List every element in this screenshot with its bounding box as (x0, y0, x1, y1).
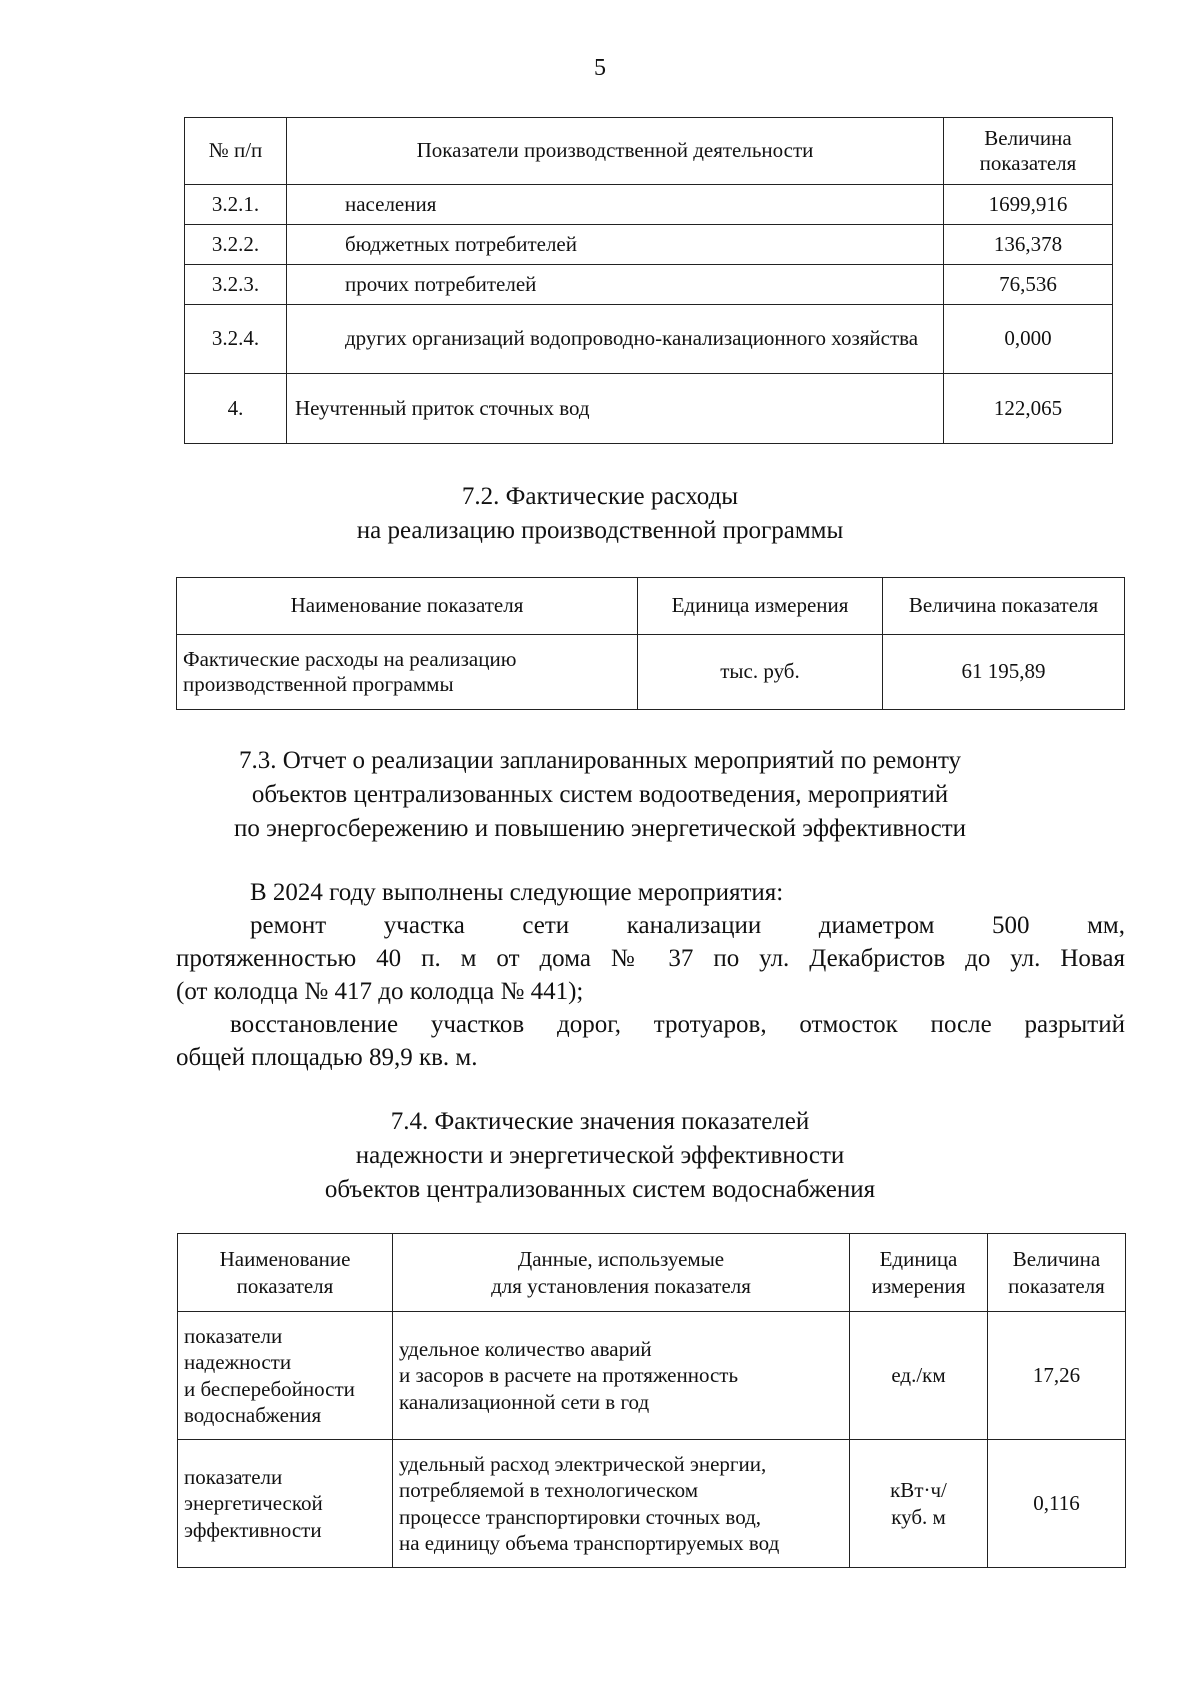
col-header-name: Наименование показателя (178, 1234, 393, 1312)
table-row (185, 305, 1113, 374)
production-indicators-table (184, 117, 1113, 444)
table-row (185, 374, 1113, 444)
reliability-efficiency-table (177, 1233, 1126, 1568)
col-header-unit: Единица измерения (638, 578, 883, 635)
row-name: Фактические расходы на реализацию производственной программы (177, 635, 638, 710)
section-7-2-title: 7.2. Фактические расходы на реализацию производственной программы (356, 483, 844, 544)
row-value: 1699,916 (944, 185, 1113, 225)
col-header-name: Наименование показателя (177, 578, 638, 635)
row-value: 61 195,89 (883, 635, 1125, 710)
item1-line2: протяженностью 40 п. м от дома № 37 по ул. Декабристов до ул. Новая (176, 945, 1125, 972)
table-row (185, 265, 1113, 305)
row-unit: кВт·ч/ куб. м (850, 1440, 988, 1568)
row-value: 0,116 (988, 1440, 1126, 1568)
col-header-value: Величина показателя (883, 578, 1125, 635)
table-row (185, 185, 1113, 225)
col-header-indicators: Показатели производственной деятельности (287, 118, 944, 185)
table-header-row (177, 578, 1125, 635)
page-number: 5 (594, 55, 606, 81)
row-value: 0,000 (944, 305, 1113, 374)
table-row (178, 1440, 1126, 1568)
row-value: 76,536 (944, 265, 1113, 305)
section-7-4-title: 7.4. Фактические значения показателей надежности и энергетической эффективности объектов централизованных систем водоснабжения (324, 1108, 876, 1203)
row-number: 3.2.4. (185, 305, 287, 374)
item2-line1: восстановление участков дорог, тротуаров, отмосток после разрытий (230, 1011, 1125, 1038)
item1-line1: ремонт участка сети канализации диаметром 500 мм, (250, 912, 1125, 939)
col-header-value: Величина показателя (988, 1234, 1126, 1312)
col-header-number: № п/п (185, 118, 287, 185)
row-name: населения (287, 185, 944, 225)
row-value: 122,065 (944, 374, 1113, 444)
table-row (185, 225, 1113, 265)
col-header-data: Данные, используемые для установления показателя (393, 1234, 850, 1312)
table-header-row (185, 118, 1113, 185)
row-name: Неучтенный приток сточных вод (287, 374, 944, 444)
row-value: 136,378 (944, 225, 1113, 265)
row-name: прочих потребителей (287, 265, 944, 305)
row-number: 3.2.2. (185, 225, 287, 265)
row-name: показатели энергетической эффективности (178, 1440, 393, 1568)
item1-line3: (от колодца № 417 до колодца № 441); (176, 978, 584, 1005)
intro-paragraph: В 2024 году выполнены следующие мероприятия: (250, 879, 784, 906)
row-data: удельное количество аварий и засоров в расчете на протяженность канализационной сети в год (393, 1312, 850, 1440)
col-header-unit: Единица измерения (850, 1234, 988, 1312)
table-row (177, 635, 1125, 710)
row-number: 3.2.1. (185, 185, 287, 225)
row-name: показатели надежности и бесперебойности водоснабжения (178, 1312, 393, 1440)
item2-line2: общей площадью 89,9 кв. м. (176, 1044, 478, 1071)
row-number: 4. (185, 374, 287, 444)
row-unit: тыс. руб. (638, 635, 883, 710)
row-name: других организаций водопроводно-канализационного хозяйства (287, 305, 944, 374)
row-data: удельный расход электрической энергии, потребляемой в технологическом процессе транспортировки сточных вод, на единицу объема транспортируемых вод (393, 1440, 850, 1568)
actual-expenses-table (176, 577, 1125, 710)
row-unit: ед./км (850, 1312, 988, 1440)
section-7-3-title: 7.3. Отчет о реализации запланированных мероприятий по ремонту объектов централизованных систем водоотведения, мероприятий по энергосбережению и повышению энергетической эффективности (233, 747, 967, 842)
table-header-row (178, 1234, 1126, 1312)
table-row (178, 1312, 1126, 1440)
col-header-value: Величина показателя (944, 118, 1113, 185)
row-number: 3.2.3. (185, 265, 287, 305)
row-value: 17,26 (988, 1312, 1126, 1440)
row-name: бюджетных потребителей (287, 225, 944, 265)
